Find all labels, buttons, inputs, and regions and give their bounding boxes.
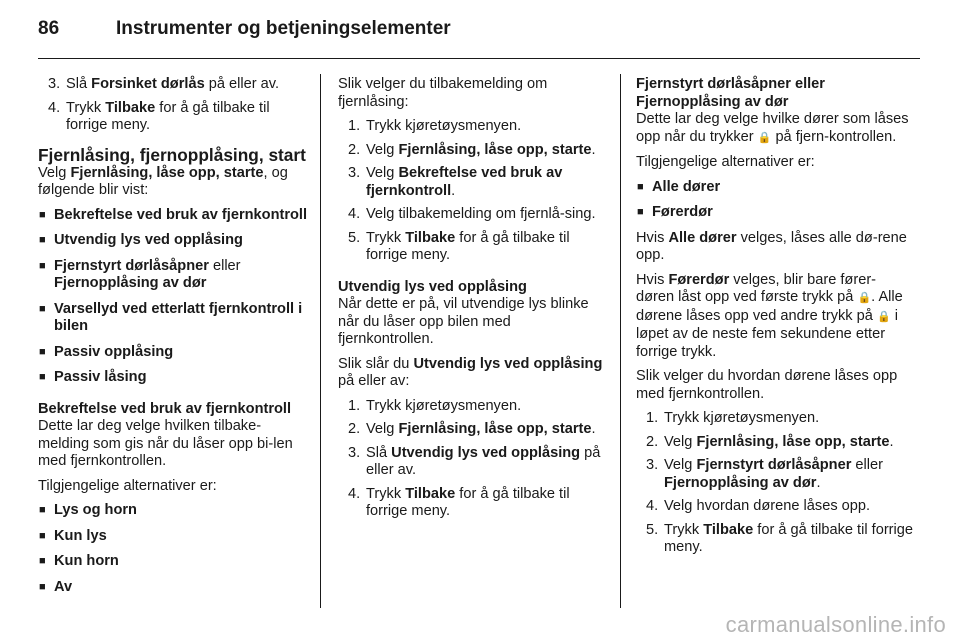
section-heading: Fjernlåsing, fjernopplåsing, start <box>38 144 306 165</box>
step-list <box>338 398 608 521</box>
paragraph: Velg Fjernlåsing, låse opp, starte, og følgende blir vist: <box>38 164 288 198</box>
list-item: 5. Trykk Tilbake for å gå tilbake til forrige meny. <box>646 521 914 555</box>
list-item: 1. Trykk kjøretøysmenyen. <box>348 118 522 134</box>
lock-icon: 🔒 <box>876 310 891 323</box>
list-item: 1. Trykk kjøretøysmenyen. <box>646 410 820 426</box>
list-item: 2. Velg Fjernlåsing, låse opp, starte. <box>348 421 596 437</box>
list-item: 5. Trykk Tilbake for å gå tilbake til forrige meny. <box>348 229 570 263</box>
list-item: ■ Kun lys <box>38 528 310 546</box>
subsection-heading: Bekreftelse ved bruk av fjernkontroll <box>38 400 292 417</box>
list-item: ■ Utvendig lys ved opplåsing <box>38 232 310 250</box>
lock-icon: 🔒 <box>857 292 872 304</box>
lock-icon: 🔒 <box>757 131 772 144</box>
list-item: 4. Velg tilbakemelding om fjernlå-sing. <box>348 206 596 222</box>
list-item: 1. Trykk kjøretøysmenyen. <box>348 397 522 414</box>
paragraph: Når dette er på, vil utvendige lys blinke når du låser opp bilen med fjernkontrollen. <box>338 296 589 347</box>
list-item: 4. Trykk Tilbake for å gå tilbake til forrige meny. <box>48 99 270 133</box>
subsection-heading: Utvendig lys ved opplåsing <box>338 278 527 295</box>
list-item: ■ Varsellyd ved etterlatt fjernkontroll i bilen <box>38 301 310 336</box>
column-3 <box>636 76 914 564</box>
list-item: 3. Slå Forsinket dørlås på eller av. <box>48 76 280 92</box>
page-number: 86 <box>38 18 60 39</box>
column-divider <box>320 74 321 608</box>
list-item: ■ Fjernstyrt dørlåsåpner eller Fjernopplåsing av dør <box>38 258 310 293</box>
column-2 <box>338 76 608 528</box>
paragraph: Slik slår du Utvendig lys ved opplåsing på eller av: <box>338 355 603 389</box>
page-header <box>38 18 920 59</box>
list-item: ■ Lys og horn <box>38 502 310 520</box>
subsection-heading: Fjernstyrt dørlåsåpner eller Fjernopplåsing av dør <box>636 76 825 110</box>
list-item: ■ Alle dører <box>636 179 914 197</box>
list-item: ■ Av <box>38 579 310 597</box>
paragraph: Hvis Førerdør velges, blir bare fører-døren låst opp ved første trykk på 🔒. Alle dørene låses opp ved andre trykk på 🔒 i løpet av de neste fem sekundene etter forrige trykk. <box>636 271 903 360</box>
watermark: carmanualsonline.info <box>725 612 946 637</box>
paragraph: Slik velger du hvordan dørene låses opp med fjernkontrollen. <box>636 368 898 402</box>
paragraph: Dette lar deg velge hvilken tilbake-melding som gis når du låser opp bi-len med fjernkontrollen. <box>38 418 293 469</box>
bullet-list <box>38 502 310 596</box>
list-item: 2. Velg Fjernlåsing, låse opp, starte. <box>646 433 894 450</box>
list-item: ■ Passiv låsing <box>38 369 310 387</box>
paragraph: Slik velger du tilbakemelding om fjernlåsing: <box>338 76 548 110</box>
bullet-list <box>38 207 310 387</box>
list-item: ■ Passiv opplåsing <box>38 344 310 362</box>
step-list <box>338 118 608 265</box>
step-list <box>636 410 914 557</box>
list-item: 4. Velg hvordan dørene låses opp. <box>646 498 871 514</box>
step-list <box>38 76 310 135</box>
column-divider <box>620 74 621 608</box>
list-item: 2. Velg Fjernlåsing, låse opp, starte. <box>348 141 596 158</box>
list-item: ■ Førerdør <box>636 204 914 222</box>
list-item: 3. Velg Fjernstyrt dørlåsåpner eller Fjernopplåsing av dør. <box>646 457 884 491</box>
list-item: ■ Kun horn <box>38 553 310 571</box>
list-item: 4. Trykk Tilbake for å gå tilbake til forrige meny. <box>348 485 570 519</box>
paragraph: Hvis Alle dører velges, låses alle dø-rene opp. <box>636 229 907 263</box>
paragraph: Tilgjengelige alternativer er: <box>636 154 815 170</box>
list-item: 3. Slå Utvendig lys ved opplåsing på eller av. <box>348 444 601 478</box>
column-1 <box>38 76 310 604</box>
paragraph: Tilgjengelige alternativer er: <box>38 477 217 494</box>
list-item: ■ Bekreftelse ved bruk av fjernkontroll <box>38 207 310 225</box>
paragraph: Dette lar deg velge hvilke dører som låses opp når du trykker 🔒 på fjern-kontrollen. <box>636 111 914 147</box>
bullet-list <box>636 179 914 222</box>
list-item: 3. Velg Bekreftelse ved bruk av fjernkontroll. <box>348 165 563 199</box>
page-title: Instrumenter og betjeningselementer <box>116 18 451 39</box>
